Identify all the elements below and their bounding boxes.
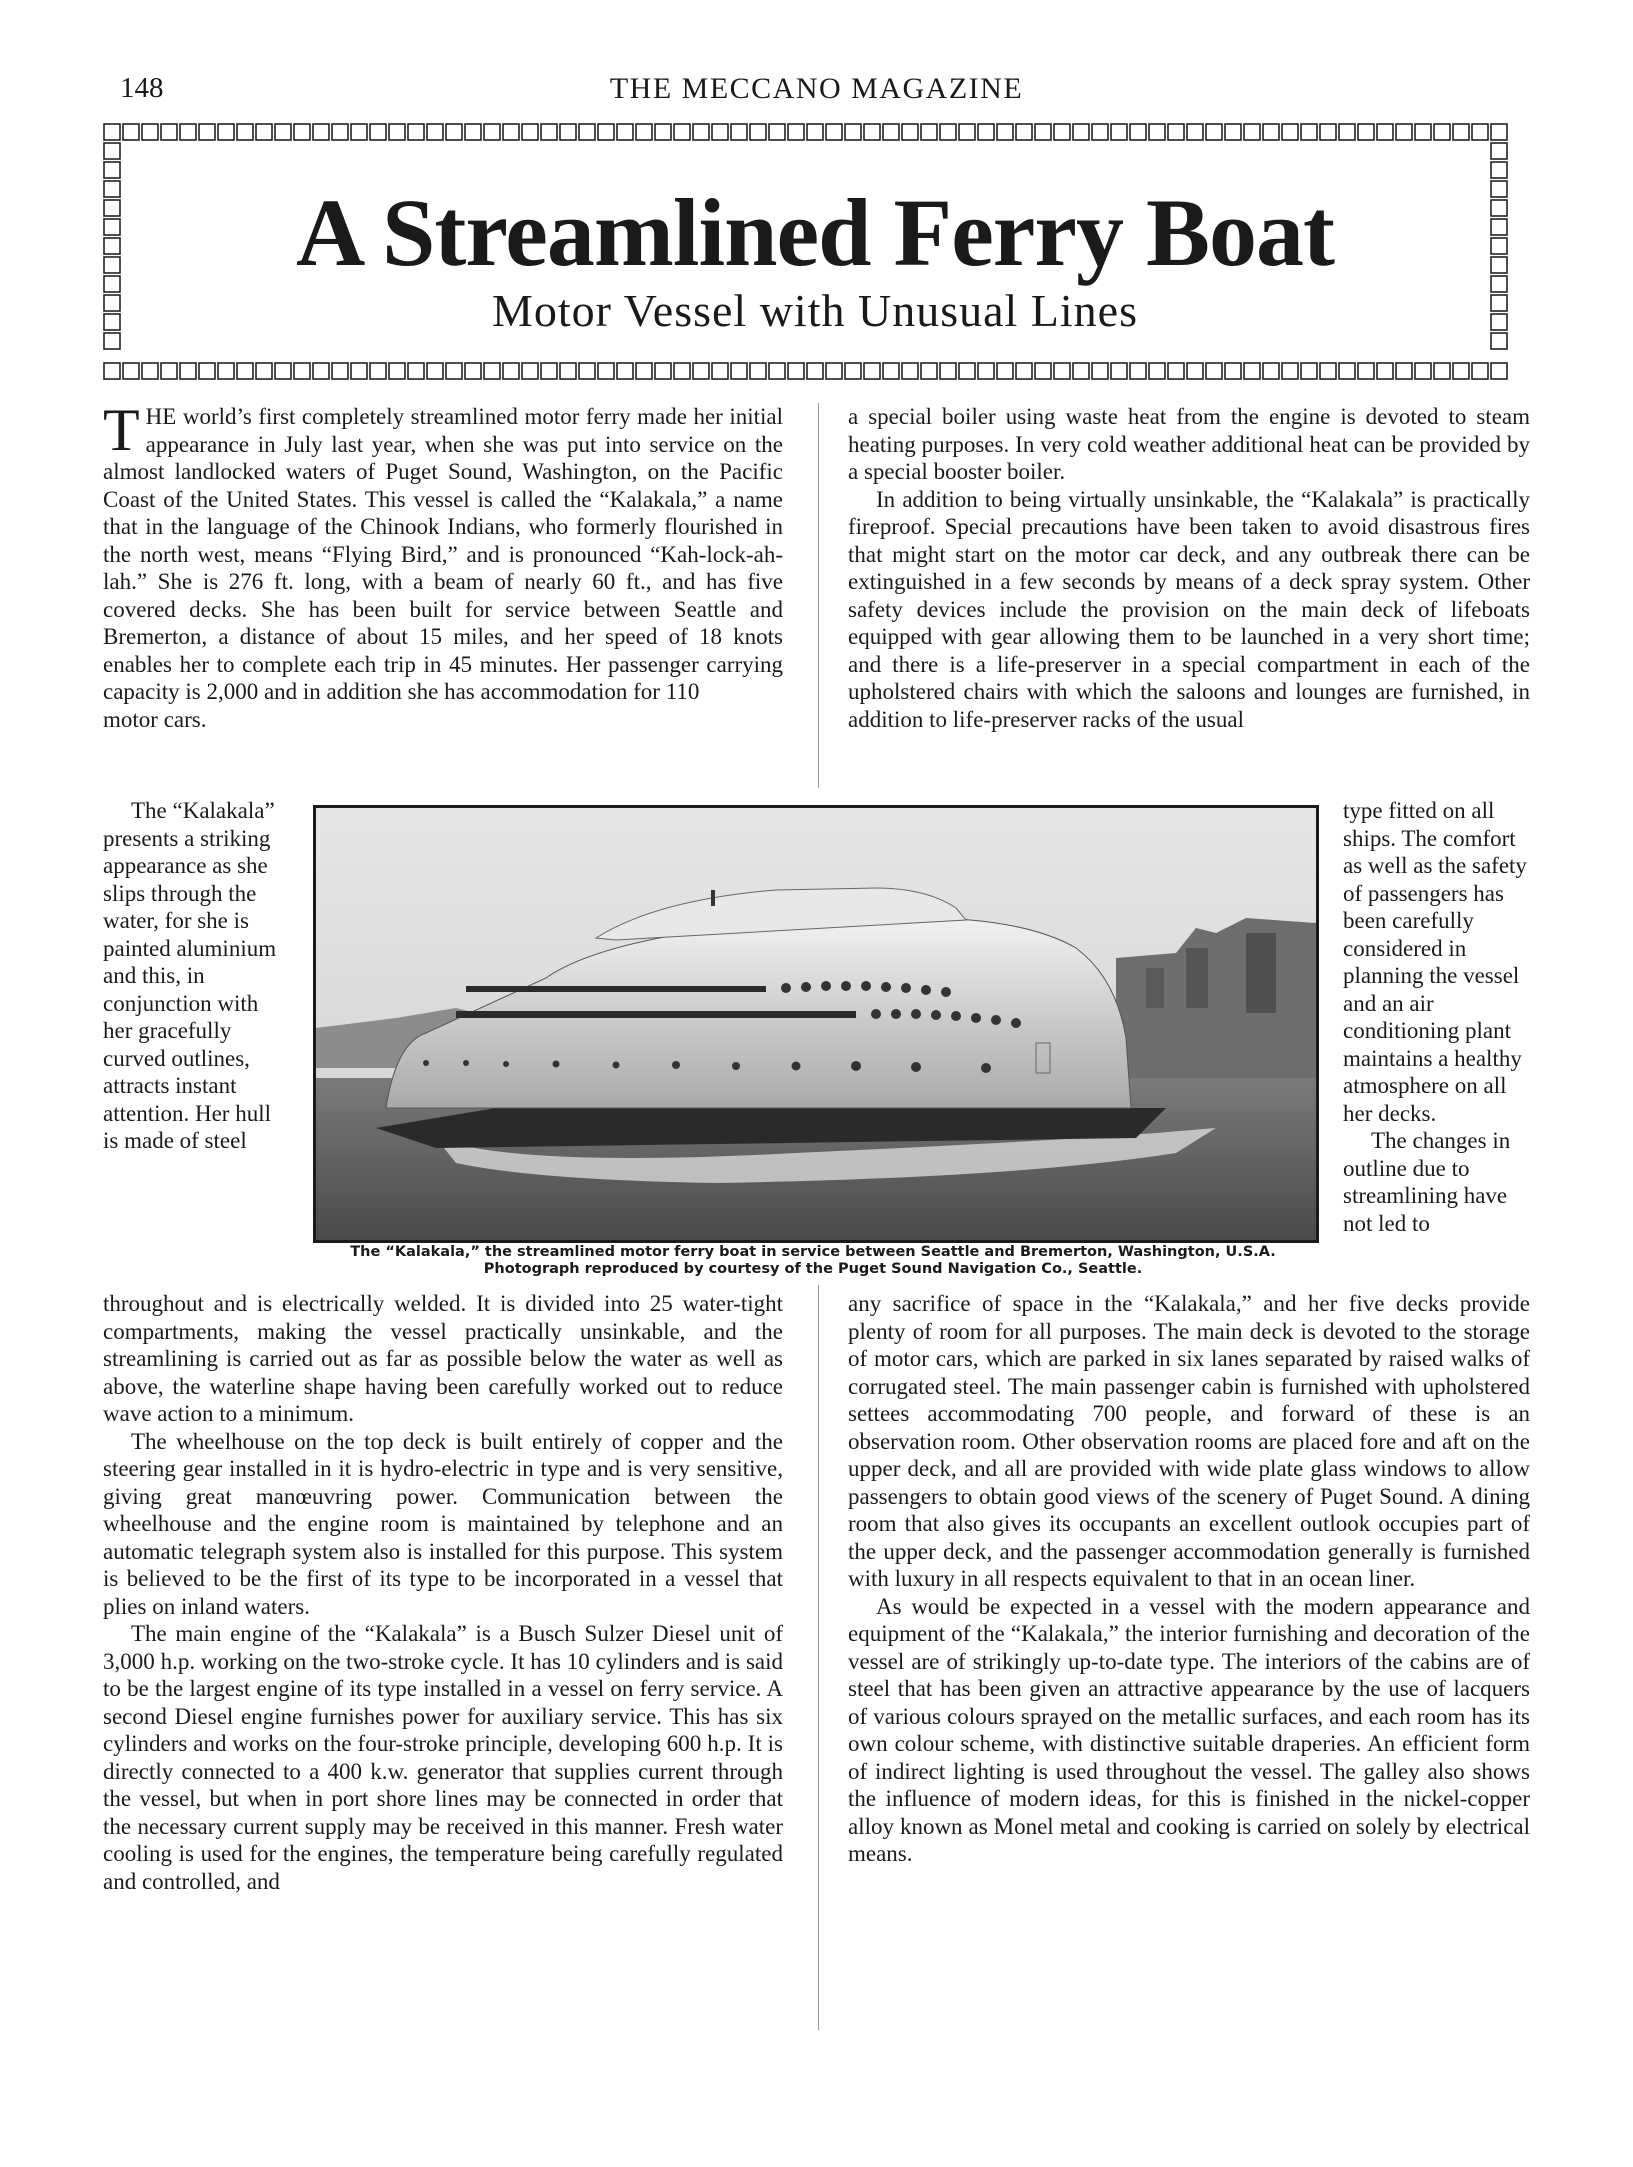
page-header (0, 72, 1633, 112)
paragraph: type fitted on all ships. The comfort as well as the safety of passengers has been carefully considered in planning the vessel and an air conditioning plant maintains a healthy atmosphere on all her decks. (1343, 798, 1527, 1126)
article-headline: A Streamlined Ferry Boat (295, 179, 1335, 286)
paragraph: motor cars. (103, 706, 207, 732)
ferry-boat-illustration (316, 808, 1316, 1240)
paragraph: In addition to being virtually unsinkable, the “Kalakala” is practically fireproof. Special precautions have been taken to avoid disastrous fires that might start on the motor car deck, and any outbreak there can be extinguished in a few seconds by means of a deck spray system. Other safety devices include the provision on the main deck of lifeboats equipped with gear allowing them to be launched in a very short time; and there is a life-preserver in a special compartment in each of the upholstered chairs with which the saloons and lounges are furnished, in addition to life-preserver racks of the usual (848, 486, 1530, 732)
article-subheadline: Motor Vessel with Unusual Lines (491, 285, 1138, 336)
photo-caption: The “Kalakala,” the streamlined motor ferry boat in service between Seattle and Bremerton, Washington, U.S.A. Photograph reproduced by courtesy of the Puget Sound Navigation Co., Seattle. (350, 1244, 1276, 1277)
column-rule (818, 1285, 819, 2030)
title-box (103, 123, 1527, 381)
paragraph: The “Kalakala” presents a striking appearance as she slips through the water, for she is painted aluminium and this, in conjunction with her gracefully curved outlines, attracts instant attention. Her hull is made of steel (103, 798, 277, 1153)
column-rule (818, 403, 819, 788)
article-column-narrow-left (103, 797, 288, 1155)
magazine-title: THE MECCANO MAGAZINE (609, 72, 1024, 105)
paragraph: throughout and is electrically welded. It is divided into 25 water-tight compartments, making the vessel practically unsinkable, and the streamlining is carried out as far as possible below the water as well as above, the waterline shape having been carefully worked out to reduce wave action to a minimum. (103, 1291, 783, 1426)
paragraph: The main engine of the “Kalakala” is a Busch Sulzer Diesel unit of 3,000 h.p. working on the two-stroke cycle. It has 10 cylinders and is said to be the largest engine of its type installed in a vessel on ferry service. A second Diesel engine furnishes power for auxiliary service. This has six cylinders and works on the four-stroke principle, developing 600 h.p. It is directly connected to a 400 k.w. generator that supplies current through the vessel, but when in port shore lines may be connected in order that the necessary current supply may be received in this manner. Fresh water cooling is used for the engines, the temperature being carefully regulated and controlled, and (103, 1621, 783, 1894)
paragraph: The wheelhouse on the top deck is built entirely of copper and the steering gear installed in it is hydro-electric in type and is very sensitive, giving great manœuvring power. Communication between the wheelhouse and the engine room is maintained by telephone and an automatic telegraph system also is installed for this purpose. This system is believed to be the first of its type to be incorporated in a vessel that plies on inland waters. (103, 1428, 783, 1619)
article-column-narrow-right (1343, 797, 1530, 1237)
article-column-right-bottom (848, 1290, 1530, 1868)
article-column-left-bottom (103, 1290, 783, 1895)
article-column-left (103, 397, 783, 733)
page-number: 148 (120, 72, 164, 104)
paragraph: any sacrifice of space in the “Kalakala,” and her five decks provide plenty of room for all purposes. The main deck is devoted to the storage of motor cars, which are parked in six lanes separated by raised walks of corrugated steel. The main passenger cabin is furnished with upholstered settees accommodating 700 people, and forward of these is an observation room. Other observation rooms are placed fore and aft on the upper deck, and all are provided with wide plate glass windows to allow passengers to obtain good views of the scenery of Puget Sound. A dining room that also gives its occupants an excellent outlook occupies part of the upper deck, and the passenger accommodation generally is furnished with luxury in all respects equivalent to that in an ocean liner. (848, 1291, 1530, 1591)
article-column-right (848, 403, 1530, 733)
ferry-photograph (313, 805, 1319, 1243)
drop-cap: T (103, 397, 140, 463)
paragraph: THE world’s first completely streamlined motor ferry made her initial appearance in July last year, when she was put into service on the almost landlocked waters of Puget Sound, Washington, on the Pacific Coast of the United States. This vessel is called the “Kalakala,” a name that in the language of the Chinook Indians, who formerly flourished in the north west, means “Flying Bird,” and is pronounced “Kah-lock-ah-lah.” She is 276 ft. long, with a beam of nearly 60 ft., and has five covered decks. She has been built for service between Seattle and Bremerton, a distance of about 15 miles, and her speed of 18 knots enables her to complete each trip in 45 minutes. Her passenger carrying capacity is 2,000 and in addition she has accommodation for 110 (103, 397, 783, 704)
paragraph: As would be expected in a vessel with the modern appearance and equipment of the “Kalakala,” the interior furnishing and decoration of the vessel are of strikingly up-to-date type. The interiors of the cabins are of steel that has been given an attractive appearance by the use of lacquers of various colours sprayed on the metallic surfaces, and each room has its own colour scheme, with distinctive suitable draperies. An efficient form of indirect lighting is used throughout the vessel. The galley also shows the influence of modern ideas, for this is finished in the nickel-copper alloy known as Monel metal and cooking is carried on solely by electrical means. (848, 1593, 1530, 1866)
paragraph: The changes in outline due to streamlining have not led to (1343, 1128, 1511, 1236)
paragraph: a special boiler using waste heat from the engine is devoted to steam heating purposes. In very cold weather additional heat can be provided by a special booster boiler. (848, 404, 1530, 484)
